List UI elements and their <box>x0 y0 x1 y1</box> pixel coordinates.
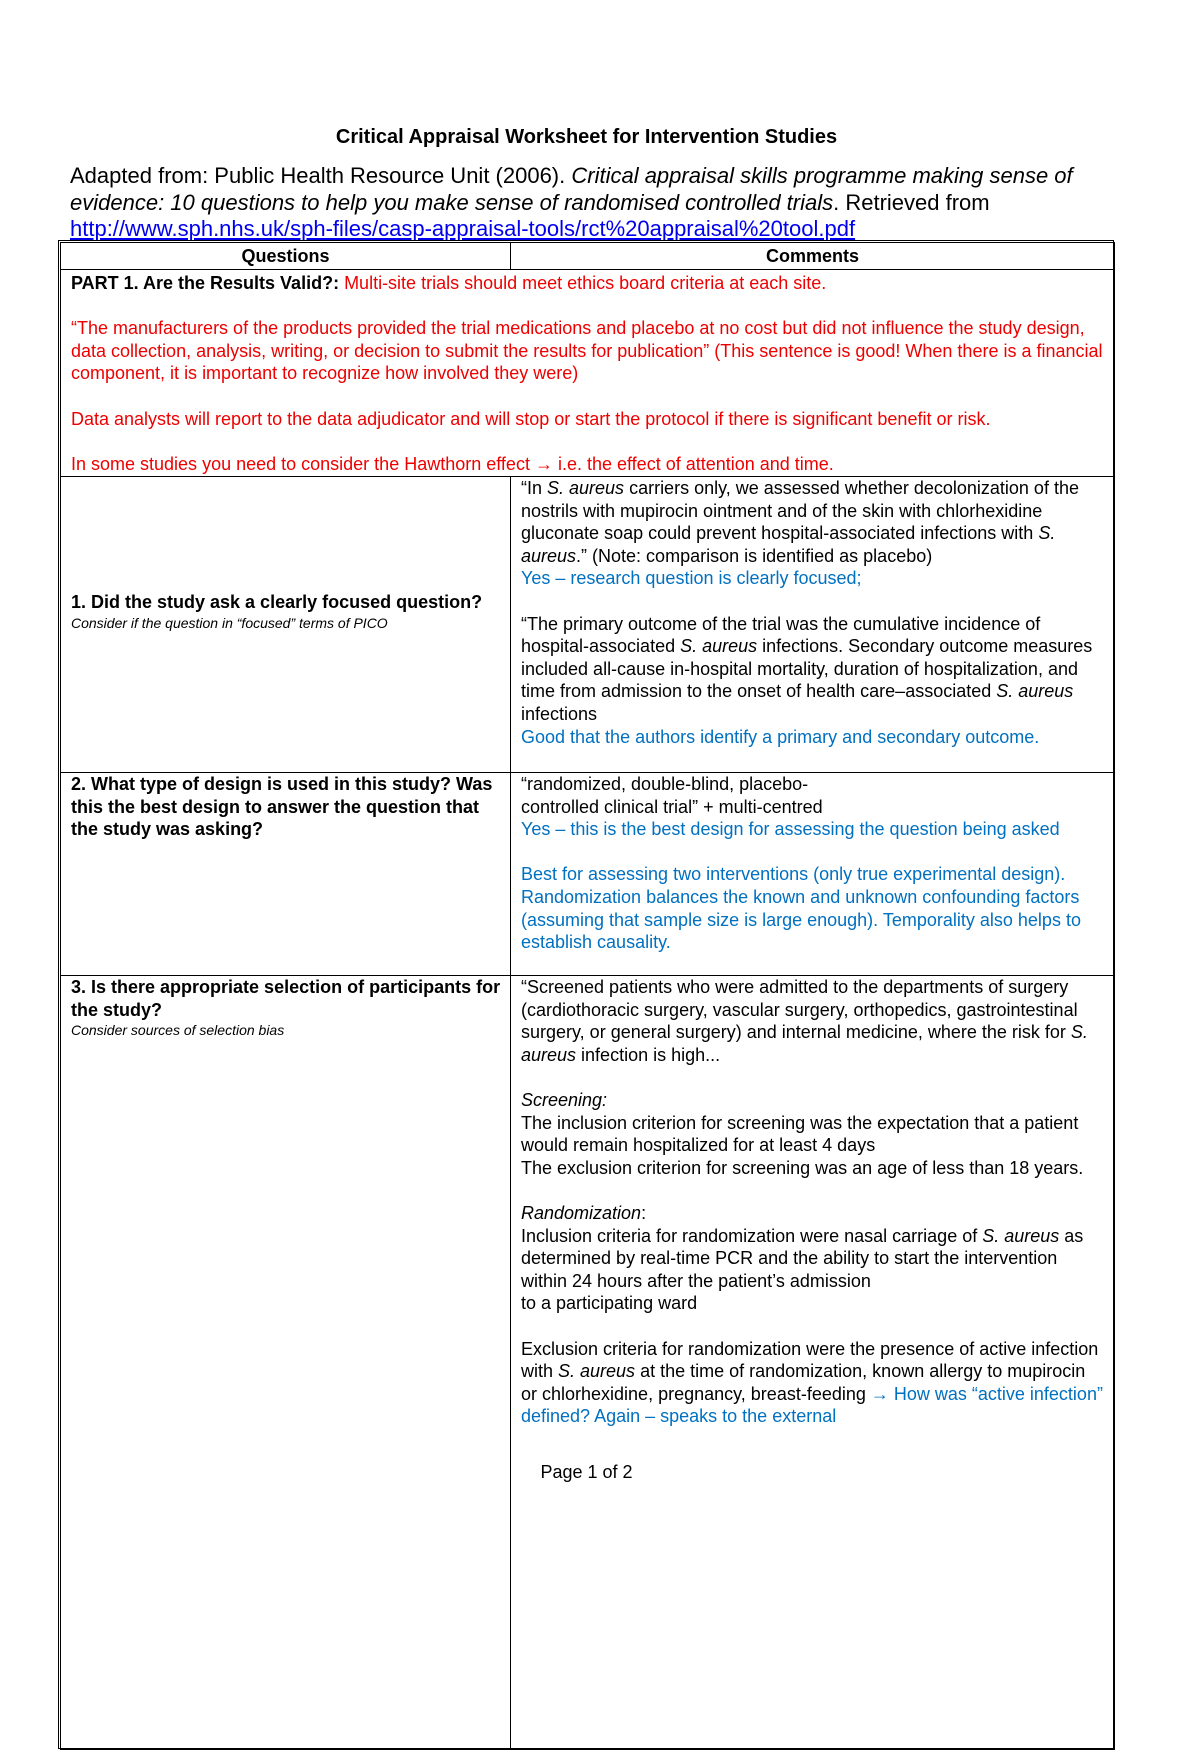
table-header-row <box>61 243 1115 270</box>
arrow-right-icon: → <box>870 1383 889 1404</box>
q2-comment-blue-2: Best for assessing two interventions (only true experimental design). Randomization balances the known and unknown confounding factors (assuming that sample size is large enough). Temporality also helps to establish causality. <box>521 864 1081 953</box>
comment-cell-1 <box>511 477 1115 773</box>
q1-comment-blue-1: Yes – research question is clearly focused; <box>521 568 862 589</box>
citation-title: Critical appraisal skills programme making sense of evidence: 10 questions to help you make sense of randomised controlled trials <box>70 163 1073 215</box>
q3-screening-1: The inclusion criterion for screening was the expectation that a patient would remain hospitalized for at least 4 days <box>521 1112 1079 1156</box>
q3-exclusion: Exclusion criteria for randomization were the presence of active infection with S. aureus at the time of randomization, known allergy to mupirocin or chlorhexidine, pregnancy, breast-feeding → How was “active infection” defined? Again – speaks to the external <box>521 1338 1103 1427</box>
part1-para4 <box>71 453 1106 476</box>
question-2: 2. What type of design is used in this study? Was this the best design to answer the question that the study was asking? <box>71 774 493 840</box>
page-footer: Page 1 of 2 <box>540 1462 633 1482</box>
question-cell-3 <box>61 976 511 1750</box>
question-row-3 <box>61 976 1115 1750</box>
question-row-2 <box>61 773 1115 976</box>
comment-cell-2 <box>511 773 1115 976</box>
question-1-hint: Consider if the question in “focused” terms of PICO <box>71 614 388 631</box>
part1-intro: Multi-site trials should meet ethics board criteria at each site. <box>344 273 827 293</box>
question-3-hint: Consider sources of selection bias <box>71 1022 285 1039</box>
q3-screening-label: Screening: <box>521 1089 608 1110</box>
part1-para4a: In some studies you need to consider the Hawthorn effect <box>71 453 535 474</box>
q2-comment-2: controlled clinical trial” + multi-centred <box>521 796 823 817</box>
part1-para4b: i.e. the effect of attention and time. <box>552 453 834 474</box>
citation <box>70 163 1120 243</box>
q3-randomization-2: to a participating ward <box>521 1293 698 1314</box>
comments-header: Comments <box>511 243 1115 270</box>
q1-comment-quote-2: “The primary outcome of the trial was the cumulative incidence of hospital-associated S. aureus infections. Secondary outcome measures included all-cause in-hospital mortality, duration of hospitalization, and time from admission to the onset of health care–associated S. aureus infections <box>521 613 1093 724</box>
q3-randomization-1: Inclusion criteria for randomization were nasal carriage of S. aureus as determined by real-time PCR and the ability to start the intervention within 24 hours after the patient’s admission <box>521 1225 1084 1291</box>
question-1: 1. Did the study ask a clearly focused question? <box>71 592 483 612</box>
page-title: Critical Appraisal Worksheet for Intervention Studies <box>335 126 838 148</box>
appraisal-table <box>60 242 1115 1750</box>
q3-comment-quote: “Screened patients who were admitted to the departments of surgery (cardiothoracic surgery, vascular surgery, orthopedics, gastrointestinal surgery, or general surgery) and internal medicine, where the risk for S. aureus infection is high... <box>521 977 1088 1065</box>
q1-comment-blue-2: Good that the authors identify a primary and secondary outcome. <box>521 726 1040 747</box>
part1-cell <box>61 270 1115 477</box>
q3-screening-2: The exclusion criterion for screening was an age of less than 18 years. <box>521 1157 1084 1178</box>
question-cell-1 <box>61 477 511 773</box>
citation-prefix: Adapted from: Public Health Resource Unit (2006). <box>70 163 572 188</box>
part1-para3: Data analysts will report to the data adjudicator and will stop or start the protocol if there is significant benefit or risk. <box>71 408 991 429</box>
question-cell-2 <box>61 773 511 976</box>
q2-comment-1: “randomized, double-blind, placebo- <box>521 774 809 794</box>
questions-header: Questions <box>61 243 511 270</box>
citation-retrieved: . Retrieved from <box>833 189 990 215</box>
part1-heading: PART 1. Are the Results Valid?: <box>71 273 345 293</box>
q1-comment-quote-1: “In S. aureus carriers only, we assessed whether decolonization of the nostrils with mupirocin ointment and of the skin with chlorhexidine gluconate soap could prevent hospital-associated infections with S. aureus.” (Note: comparison is identified as placebo) <box>521 478 1079 566</box>
part1-para2: “The manufacturers of the products provided the trial medications and placebo at no cost but did not influence the study design, data collection, analysis, writing, or decision to submit the results for publication” (This sentence is good! When there is a financial component, it is important to recognize how involved they were) <box>71 318 1103 384</box>
question-row-1 <box>61 477 1115 773</box>
question-3: 3. Is there appropriate selection of participants for the study? <box>71 977 501 1020</box>
citation-link[interactable]: http://www.sph.nhs.uk/sph-files/casp-appraisal-tools/rct%20appraisal%20tool.pdf <box>70 216 856 241</box>
comment-cell-3 <box>511 976 1115 1750</box>
q2-comment-blue-1: Yes – this is the best design for assessing the question being asked <box>521 819 1060 840</box>
part1-row <box>61 270 1115 477</box>
arrow-right-icon: → <box>534 453 553 474</box>
q3-randomization-label: Randomization: <box>521 1202 647 1223</box>
